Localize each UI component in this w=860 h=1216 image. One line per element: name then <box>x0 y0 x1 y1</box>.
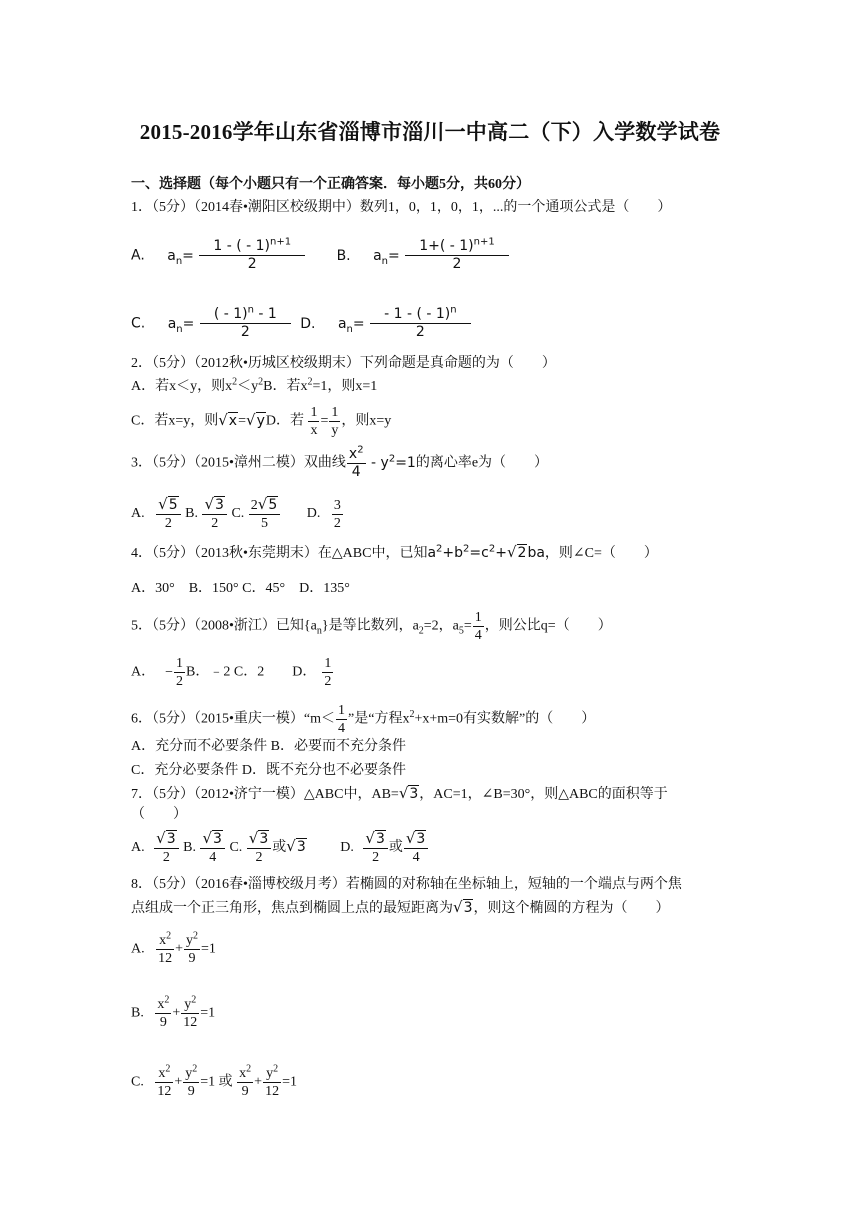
formula-1d: $\frac{- 1 - ( - 1)^n}{2}$ <box>370 306 471 341</box>
formula-1a: $\frac{1 - ( - 1)^{n+1}}{2}$ <box>199 238 305 273</box>
formula-1c: $\frac{( - 1)^n - 1}{2}$ <box>200 306 291 341</box>
question-1-options-ab: A. $a_n=$ $\frac{1 - ( - 1)^{n+1}}{2}$ B. $a_n=$ $\frac{1+( - 1)^{n+1}}{2}$ <box>131 238 510 273</box>
section-heading: 一、选择题（每个小题只有一个正确答案．每小题5分，共60分） <box>131 177 530 192</box>
question-2-options-cd: C．若x=y，则√x=√yD．若 $\frac{1}{x}$ = $\frac{1}{y}$ ，则x=y <box>131 405 392 438</box>
question-3-options: A. $\frac{√5}{2}$ B. $\frac{√3}{2}$ C. $\frac{2√5}{5}$ D. $\frac{3}{2}$ <box>131 495 341 531</box>
question-7-options: A. $\frac{√3}{2}$ B. $\frac{√3}{4}$ C. $\frac{√3}{2}$ 或√3 D. $\frac{√3}{2}$ 或 $\frac{√3}{4}$ <box>131 830 429 866</box>
hyperbola-fraction: $\frac{x^2}{4}$ <box>348 444 364 480</box>
question-3-stem: 3．（5分）（2015•漳州二模）双曲线 $\frac{x^2}{4}$ - $y^2=1$的离心率e为（ ） <box>131 444 549 480</box>
question-2-options-ab: A．若x＜y，则$x^2<y^2B$．若$x^2=1$，则x=1 <box>131 376 378 394</box>
question-7-stem-cont: （ ） <box>131 807 187 822</box>
question-6-options-1: A．充分而不必要条件 B．必要而不充分条件 <box>131 739 406 754</box>
formula-1b: $\frac{1+( - 1)^{n+1}}{2}$ <box>405 238 509 273</box>
question-4-stem: 4．（5分）（2013秋•东莞期末）在△ABC中，已知$a^2+b^2=c^2+√2ba$，则∠C=（ ） <box>131 543 658 561</box>
question-5-options: A． − $\frac{1}{2}$ B．﹣2 C．2 D． $\frac{1}{2}$ <box>131 656 332 689</box>
question-8-option-b: B. $\frac{x^2}{9}$ + $\frac{y^2}{12}$ =1 <box>131 994 216 1030</box>
question-8-stem-cont: 点组成一个正三角形，焦点到椭圆上点的最短距离为√3，则这个椭圆的方程为（ ） <box>131 898 670 916</box>
question-7-stem: 7．（5分）（2012•济宁一模）△ABC中，AB=√3，AC=1，∠B=30°，则△ABC的面积等于 <box>131 784 668 802</box>
question-1-options-cd: C. $a_n=$ $\frac{( - 1)^n - 1}{2}$ D. $a_n=$ $\frac{- 1 - ( - 1)^n}{2}$ <box>131 306 472 341</box>
question-1-stem: 1．（5分）（2014春•潮阳区校级期中）数列1，0，1，0，1，...的一个通项公式是（ ） <box>131 200 672 215</box>
question-8-option-c: C. $\frac{x^2}{12}$ + $\frac{y^2}{9}$ =1 或 $\frac{x^2}{9}$ + $\frac{y^2}{12}$ =1 <box>131 1063 297 1099</box>
page-title: 2015-2016学年山东省淄博市淄川一中高二（下）入学数学试卷 <box>139 120 721 144</box>
question-8-option-a: A. $\frac{x^2}{12}$ + $\frac{y^2}{9}$ =1 <box>131 930 216 966</box>
question-4-options: A．30° B．150° C．45° D．135° <box>131 581 350 596</box>
question-6-stem: 6．（5分）（2015•重庆一模）“m＜ $\frac{1}{4}$ ”是“方程$x^2+x+m=0$有实数解”的（ ） <box>131 703 596 736</box>
fraction-1-over-x: $\frac{1}{x}$ <box>310 405 318 438</box>
question-5-stem: 5．（5分）（2008•浙江）已知$\{a_n\}$是等比数列，$a_2=2$，$a_5=$ $\frac{1}{4}$ ，则公比q=（ ） <box>131 610 612 643</box>
question-8-stem: 8．（5分）（2016春•淄博校级月考）若椭圆的对称轴在坐标轴上，短轴的一个端点与两个焦 <box>131 877 682 892</box>
fraction-1-over-y: $\frac{1}{y}$ <box>331 405 339 438</box>
question-2-stem: 2．（5分）（2012秋•历城区校级期末）下列命题是真命题的为（ ） <box>131 356 556 371</box>
question-6-options-2: C．充分必要条件 D．既不充分也不必要条件 <box>131 763 406 778</box>
